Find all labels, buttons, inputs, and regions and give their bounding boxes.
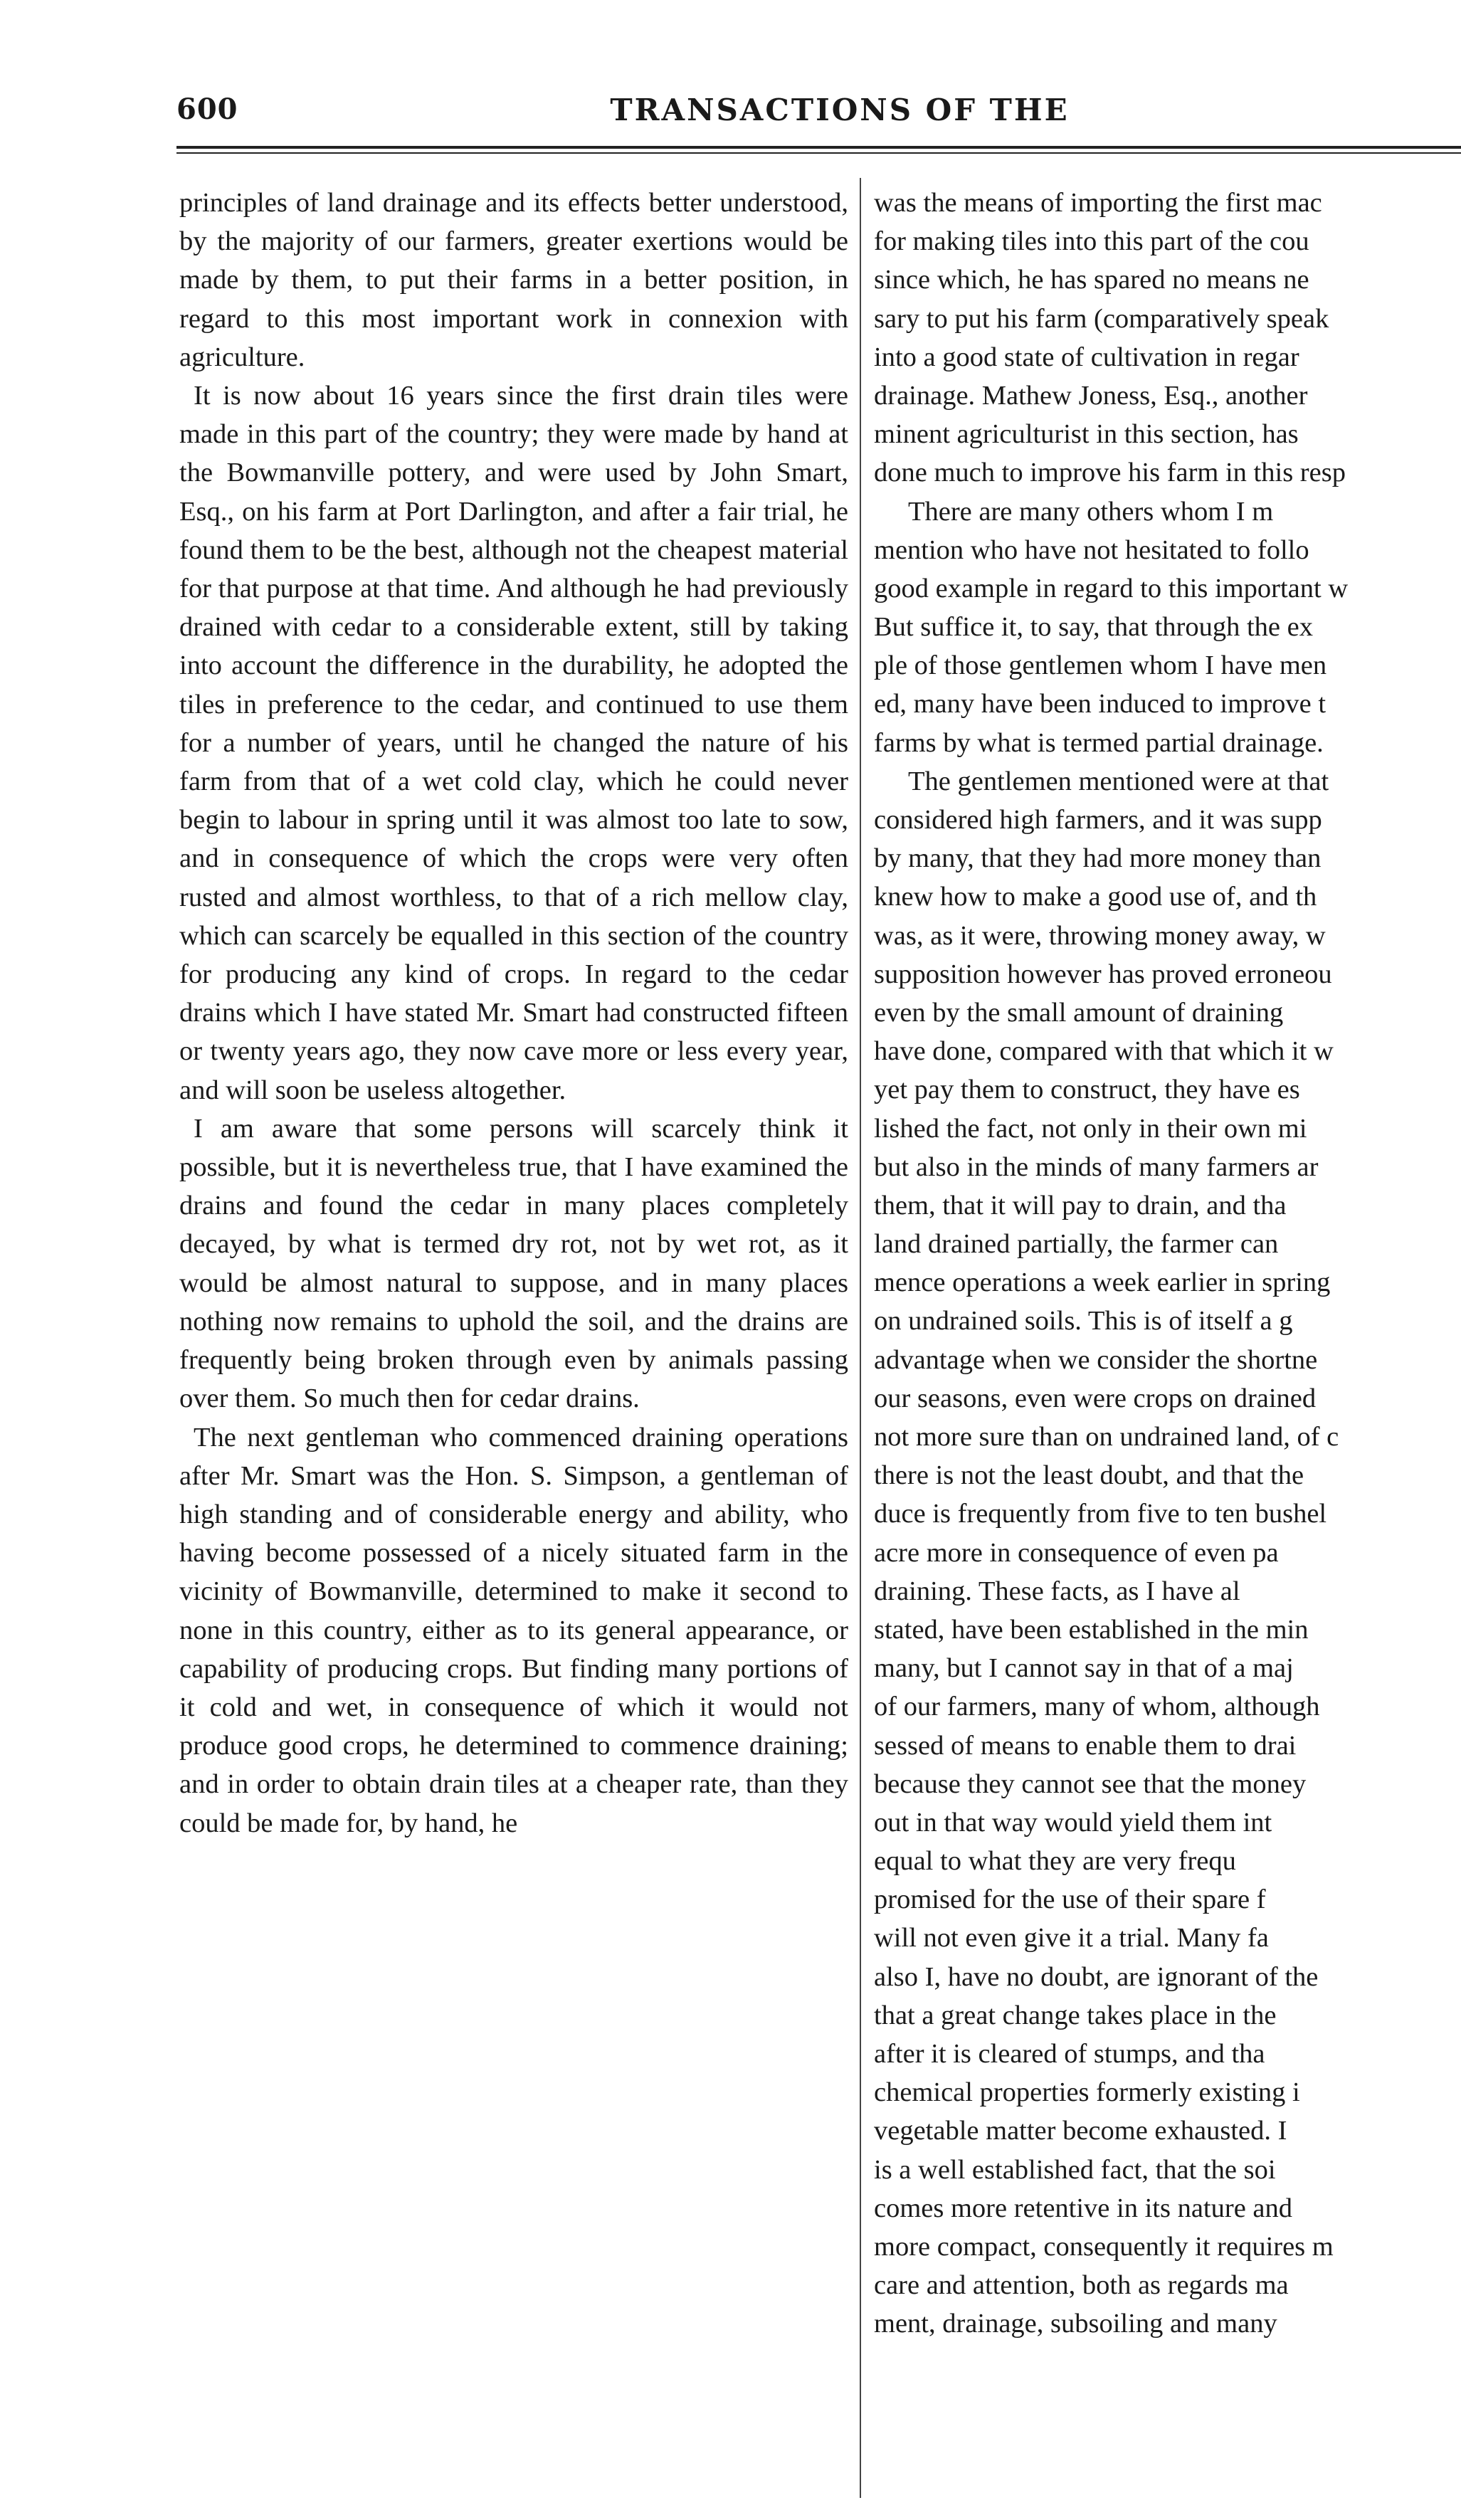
left-column xyxy=(179,184,848,1842)
text-line: stated, have been established in the min xyxy=(874,1614,1309,1645)
text-line: knew how to make a good use of, and th xyxy=(874,882,1317,912)
header-rule-thin xyxy=(176,152,1461,154)
text-line: also I, have no doubt, are ignorant of the xyxy=(874,1961,1319,1992)
text-line: vegetable matter become exhausted. I xyxy=(874,2116,1287,2146)
text-line: mence operations a week earlier in spring xyxy=(874,1267,1331,1298)
text-line: drainage. Mathew Joness, Esq., another xyxy=(874,380,1308,411)
text-line: care and attention, both as regards ma xyxy=(874,2270,1289,2301)
text-line: sessed of means to enable them to drai xyxy=(874,1730,1297,1761)
text-line: is a well established fact, that the soi xyxy=(874,2154,1276,2185)
text-line: even by the small amount of draining xyxy=(874,997,1284,1028)
text-line: minent agriculturist in this section, has xyxy=(874,419,1299,450)
text-line: duce is frequently from five to ten bushel xyxy=(874,1499,1327,1529)
text-line: good example in regard to this important w xyxy=(874,573,1349,603)
paragraph: It is now about 16 years since the first drain tiles were made in this part of the country; they were made by hand at the Bowmanville pottery, and were used by John Smart, Esq., on his farm at Port Darlington, and after a fair trial, he found them to be the best, although not the cheapest material for that purpose at that time. And although he had previously drained with cedar to a considerable extent, still by taking into account the difference in the durability, he adopted the tiles in preference to the cedar, and continued to use them for a number of years, until he changed the nature of his farm from that of a wet cold clay, which he could never begin to labour in spring until it was almost too late to sow, and in consequence of which the crops were very often rusted and almost worthless, to that of a rich mellow clay, which can scarcely be equalled in this section of the country for producing any kind of crops. In regard to the cedar drains which I have stated Mr. Smart had constructed fifteen or twenty years ago, they now cave more or less every year, and will soon be useless altogether. xyxy=(179,381,848,1105)
text-line: draining. These facts, as I have al xyxy=(874,1576,1240,1606)
text-line: by many, that they had more money than xyxy=(874,843,1322,874)
text-line: yet pay them to construct, they have es xyxy=(874,1075,1300,1105)
text-line: But suffice it, to say, that through the ex xyxy=(874,612,1313,643)
page-number: 600 xyxy=(176,93,238,126)
text-line: promised for the use of their spare f xyxy=(874,1884,1266,1915)
text-line: chemical properties formerly existing i xyxy=(874,2077,1300,2108)
text-line: out in that way would yield them int xyxy=(874,1807,1272,1838)
text-line: our seasons, even were crops on drained xyxy=(874,1383,1317,1413)
text-line: them, that it will pay to drain, and tha xyxy=(874,1190,1287,1221)
column-divider xyxy=(860,178,861,2498)
right-column xyxy=(874,184,1461,2344)
text-line: since which, he has spared no means ne xyxy=(874,265,1309,295)
text-line: but also in the minds of many farmers ar xyxy=(874,1151,1319,1182)
text-line: after it is cleared of stumps, and tha xyxy=(874,2039,1265,2069)
header-rule-thick xyxy=(176,146,1461,149)
text-line: mention who have not hesitated to follo xyxy=(874,534,1309,565)
text-line: equal to what they are very frequ xyxy=(874,1846,1236,1877)
text-line: The gentlemen mentioned were at that xyxy=(908,766,1329,796)
text-line: many, but I cannot say in that of a maj xyxy=(874,1653,1294,1684)
text-line: more compact, consequently it requires m xyxy=(874,2231,1334,2262)
text-line: will not even give it a trial. Many fa xyxy=(874,1923,1269,1954)
text-line: sary to put his farm (comparatively speak xyxy=(874,303,1329,334)
text-line: ple of those gentlemen whom I have men xyxy=(874,650,1327,681)
text-line: was the means of importing the first mac xyxy=(874,188,1322,218)
text-line: on undrained soils. This is of itself a g xyxy=(874,1306,1293,1337)
text-line: there is not the least doubt, and that the xyxy=(874,1460,1304,1491)
text-line: comes more retentive in its nature and xyxy=(874,2193,1292,2223)
text-line: have done, compared with that which it w xyxy=(874,1036,1334,1067)
text-line: considered high farmers, and it was supp xyxy=(874,805,1322,835)
text-line: done much to improve his farm in this resp xyxy=(874,458,1346,488)
text-line: not more sure than on undrained land, of c xyxy=(874,1422,1339,1452)
paragraph: The next gentleman who commenced draining operations after Mr. Smart was the Hon. S. Simpson, a gentleman of high standing and of considerable energy and ability, who having become possessed of a nicely situated farm in the vicinity of Bowmanville, determined to make it second to none in this country, either as to its general appearance, or capability of producing crops. But finding many portions of it cold and wet, in consequence of which it would not produce good crops, he determined to commence draining; and in order to obtain drain tiles at a cheaper rate, than they could be made for, by hand, he xyxy=(179,1422,848,1838)
text-line: for making tiles into this part of the cou xyxy=(874,226,1309,257)
text-line: of our farmers, many of whom, although xyxy=(874,1692,1320,1722)
running-head: TRANSACTIONS OF THE xyxy=(610,93,1070,127)
text-line: ed, many have been induced to improve t xyxy=(874,689,1326,719)
text-line: was, as it were, throwing money away, w xyxy=(874,920,1326,951)
paragraph: principles of land drainage and its effects better understood, by the majority of our farmers, greater exertions would be made by them, to put their farms in a better position, in regard to this most important work in connexion with agriculture. xyxy=(179,188,848,372)
text-line: farms by what is termed partial drainage. xyxy=(874,727,1324,758)
text-line: advantage when we consider the shortne xyxy=(874,1344,1318,1375)
text-line: lished the fact, not only in their own mi xyxy=(874,1113,1307,1144)
text-line: land drained partially, the farmer can xyxy=(874,1229,1279,1260)
text-line: into a good state of cultivation in regar xyxy=(874,342,1299,372)
text-line: There are many others whom I m xyxy=(908,496,1274,527)
text-line: acre more in consequence of even pa xyxy=(874,1537,1279,1568)
text-line: supposition however has proved erroneou xyxy=(874,959,1332,989)
text-line: that a great change takes place in the xyxy=(874,2000,1277,2030)
text-line: ment, drainage, subsoiling and many xyxy=(874,2309,1277,2339)
text-line: because they cannot see that the money xyxy=(874,1768,1307,1799)
paragraph: I am aware that some persons will scarcely think it possible, but it is nevertheless true, that I have examined the drains and found the cedar in many places completely decayed, by what is termed dry rot, not by wet rot, as it would be almost natural to suppose, and in many places nothing now remains to uphold the soil, and the drains are frequently being broken through even by animals passing over them. So much then for cedar drains. xyxy=(179,1113,848,1414)
